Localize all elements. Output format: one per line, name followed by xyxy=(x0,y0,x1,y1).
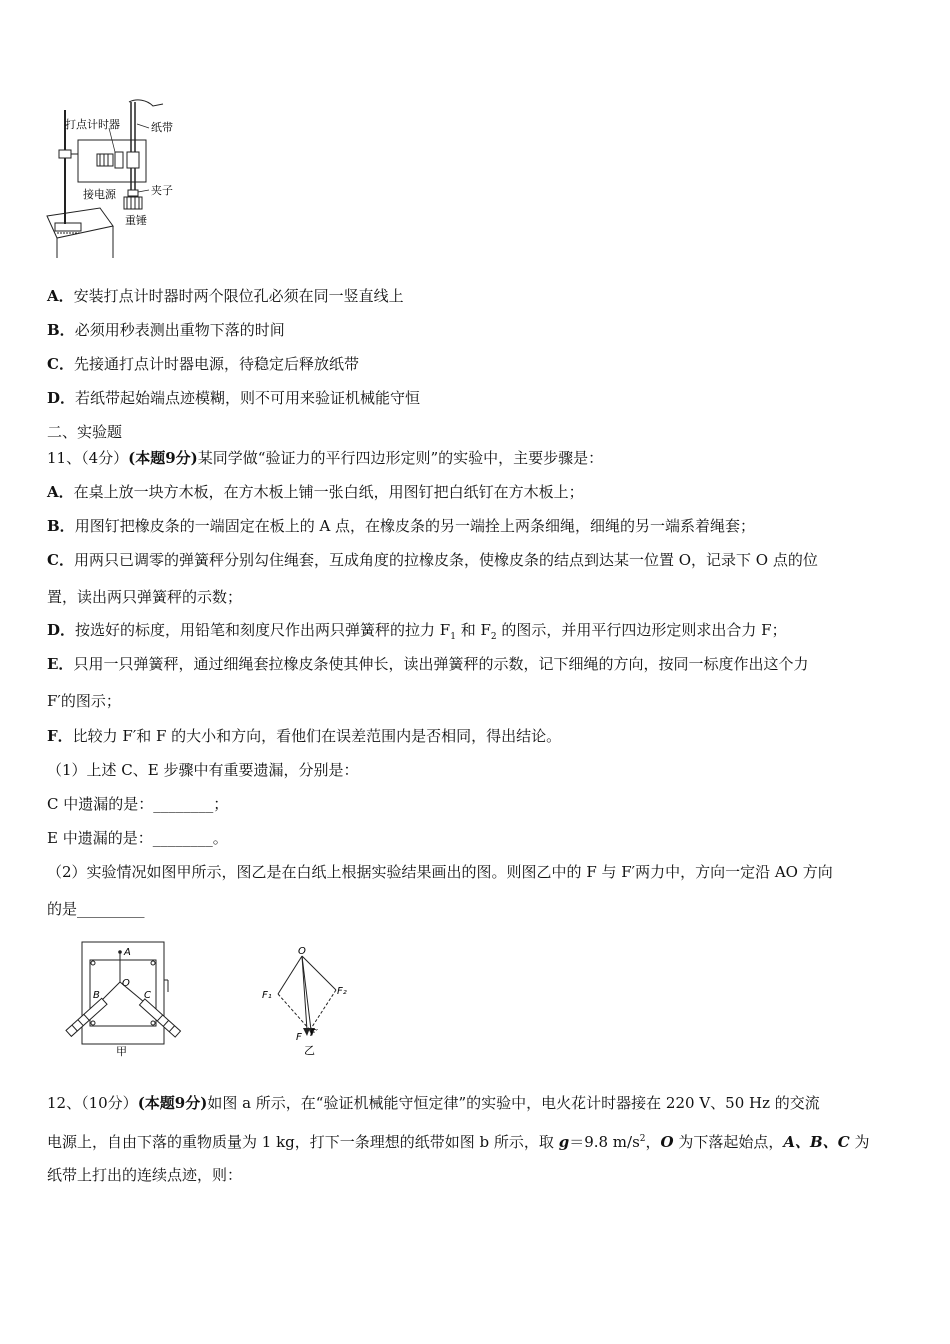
figure-jia-caption: 甲 xyxy=(116,1045,127,1058)
q10-option-c: C．先接通打点计时器电源，待稳定后释放纸带 xyxy=(47,355,359,373)
q11-step-c: C．用两只已调零的弹簧秤分别勾住绳套，互成角度的拉橡皮条，使橡皮条的结点到达某一位置 O，记录下 O 点的位 xyxy=(47,551,818,569)
timer-label: 打点计时器 xyxy=(65,118,120,131)
q11-step-a: A．在桌上放一块方木板，在方木板上铺一张白纸，用图钉把白纸钉在方木板上； xyxy=(47,483,584,501)
q12-line3: 纸带上打出的连续点迹，则： xyxy=(47,1166,243,1184)
figure-jia-drawing xyxy=(60,940,185,1058)
q11-c-missing: C 中遗漏的是：________； xyxy=(47,795,229,813)
q11-part2-cont: 的是_________ xyxy=(47,900,145,918)
point-b-label: B xyxy=(93,990,100,1001)
q10-option-a: A．安装打点计时器时两个限位孔必须在同一竖直线上 xyxy=(47,287,404,305)
power-label: 接电源 xyxy=(83,188,116,201)
q10-option-b: B．必须用秒表测出重物下落的时间 xyxy=(47,321,285,339)
section-title: 二、实验题 xyxy=(47,423,123,441)
q11-step-d: D．按选好的标度，用铅笔和刻度尺作出两只弹簧秤的拉力 $F_1$ 和 $F_2$ 的图示，并用平行四边形定则求出合力 F； xyxy=(47,621,787,642)
weight-label: 重锤 xyxy=(125,214,147,227)
q11-step-e-cont: F′的图示； xyxy=(47,692,121,710)
force-f2-label: F₂ xyxy=(337,986,347,997)
q11-part2: （2）实验情况如图甲所示，图乙是在白纸上根据实验结果画出的图。则图乙中的 F 与 F′两力中，方向一定沿 AO 方向 xyxy=(47,863,833,881)
figure-jia xyxy=(60,940,185,1058)
apparatus-drawing xyxy=(45,98,195,263)
clip-label: 夹子 xyxy=(151,184,173,197)
figure-yi-drawing xyxy=(258,944,358,1056)
force-fprime-label: F′ xyxy=(310,1028,319,1039)
q11-part1: （1）上述 C、E 步骤中有重要遗漏，分别是： xyxy=(47,761,359,779)
q11-e-missing: E 中遗漏的是：________。 xyxy=(47,829,228,847)
q11-stem: 11、（4分）(本题9分)某同学做“验证力的平行四边形定则”的实验中，主要步骤是： xyxy=(47,449,604,467)
point-o-label: O xyxy=(122,978,130,989)
q10-option-d: D．若纸带起始端点迹模糊，则不可用来验证机械能守恒 xyxy=(47,389,421,407)
figure-yi-caption: 乙 xyxy=(304,1044,315,1056)
tape-label: 纸带 xyxy=(151,121,173,134)
q11-step-b: B．用图钉把橡皮条的一端固定在板上的 A 点，在橡皮条的另一端拴上两条细绳，细绳的另一端系着绳套； xyxy=(47,517,756,535)
apparatus-figure xyxy=(45,98,195,263)
q11-step-f: F．比较力 F′和 F 的大小和方向，看他们在误差范围内是否相同，得出结论。 xyxy=(47,727,562,745)
force-f-label: F xyxy=(296,1032,302,1043)
q12-stem: 12、（10分）(本题9分)如图 a 所示，在“验证机械能守恒定律”的实验中，电火花计时器接在 220 V、50 Hz 的交流 xyxy=(47,1094,820,1112)
q11-step-e: E．只用一只弹簧秤，通过细绳套拉橡皮条使其伸长，读出弹簧秤的示数，记下细绳的方向，按同一标度作出这个力 xyxy=(47,655,809,673)
figure-yi xyxy=(258,944,358,1056)
force-f1-label: F₁ xyxy=(262,990,272,1001)
point-c-label: C xyxy=(144,990,151,1001)
q11-step-c-cont: 置，读出两只弹簧秤的示数； xyxy=(47,588,243,606)
point-a-label: A xyxy=(124,947,131,958)
origin-o-label: O xyxy=(298,946,306,957)
q12-line2: 电源上，自由下落的重物质量为 1 kg，打下一条理想的纸带如图 b 所示，取 g＝9.8 $m/s^2$，O 为下落起始点，A、B、C 为 xyxy=(47,1133,870,1151)
